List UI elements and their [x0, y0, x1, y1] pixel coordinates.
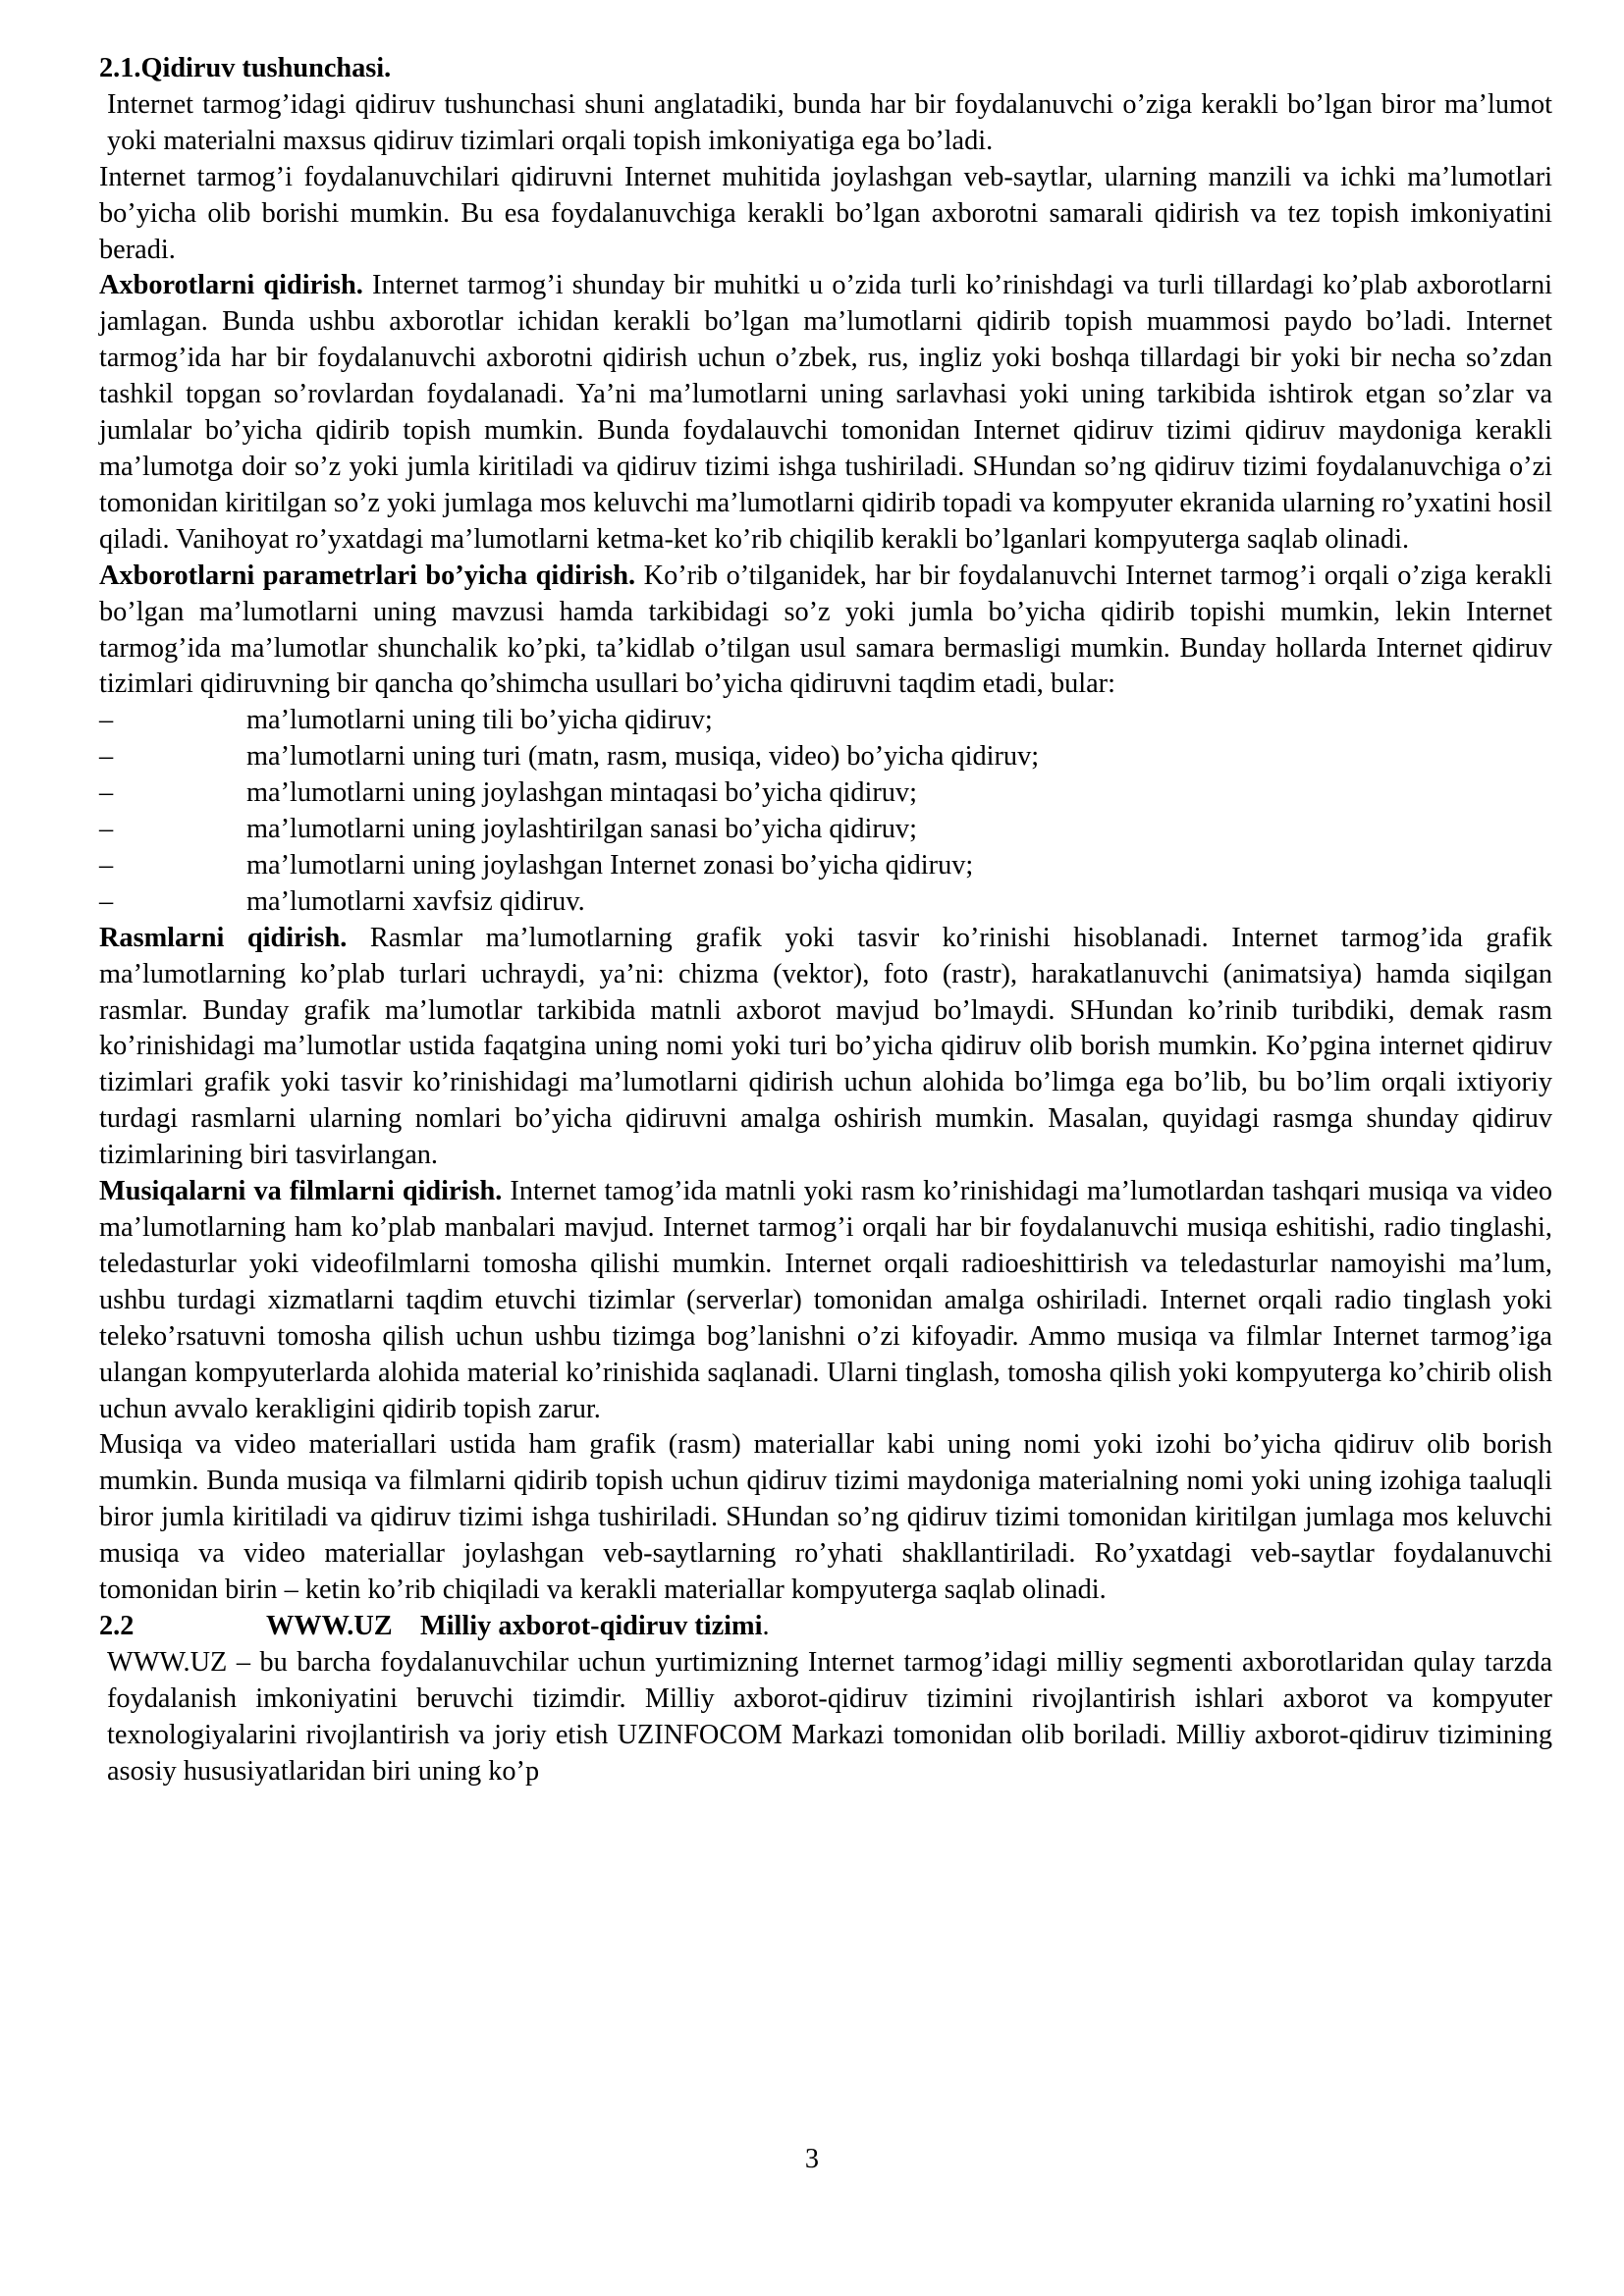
paragraph-text: Rasmlar ma’lumotlarning grafik yoki tasvir ko’rinishi hisoblanadi. Internet tarmog’ida grafik ma’lumotlarning ko’plab turlari uchraydi, ya’ni: chizma (vektor), foto (rastr), harakatlanuvchi (animatsiya) hamda siqilgan rasmlar. Bunday grafik ma’lumotlar tarkibida matnli axborot mavjud bo’lmaydi. SHundan ko’rinib turibdiki, demak rasm ko’rinishidagi ma’lumotlar ustida faqatgina uning nomi yoki turi bo’yicha qidiruv olib borish mumkin. Ko’pgina internet qidiruv tizimlari grafik yoki tasvir ko’rinishidagi ma’lumotlarni qidirish uchun alohida bo’limga ega bo’lib, bu bo’lim orqali ixtiyoriy turdagi rasmlarni ularning nomlari bo’yicha qidiruvni amalga oshirish mumkin. Masalan, quyidagi rasmga shunday qidiruv tizimlarining biri tasvirlangan.: [99, 922, 1552, 1171]
paragraph: Internet tarmog’i foydalanuvchilari qidiruvni Internet muhitida joylashgan veb-saytlar, ularning manzili va ichki ma’lumotlari bo’yicha olib borishi mumkin. Bu esa foydalanuvchiga kerakli bo’lgan axborotni samarali qidirish va tez topish imkoniyatini beradi.: [99, 161, 1552, 265]
paragraph-lead: Axborotlarni parametrlari bo’yicha qidirish.: [99, 560, 636, 591]
list-item-text: ma’lumotlarni uning turi (matn, rasm, musiqa, video) bo’yicha qidiruv;: [246, 741, 1040, 773]
section-title-text: WWW.UZ Milliy axborot-qidiruv tizimi: [266, 1610, 763, 1641]
section-title: 2.1.Qidiruv tushunchasi.: [99, 53, 392, 83]
dash-bullet: –: [99, 814, 114, 845]
dash-bullet: –: [99, 849, 114, 881]
list-item-text: ma’lumotlarni uning tili bo’yicha qidiruv;: [246, 705, 713, 736]
paragraph-text: Internet tarmog’i shunday bir muhitki u o’zida turli ko’rinishdagi va turli tillardagi ko’plab axborotlarni jamlagan. Bunda ushbu axborotlar ichidan kerakli bo’lgan ma’lumotlarni qidirib topish muammosi paydo bo’ladi. Internet tarmog’ida har bir foydalanuvchi axborotni qidirish uchun o’zbek, rus, ingliz yoki boshqa tillardagi bir yoki bir necha so’zdan tashkil topgan so’rovlardan foydalanadi. Ya’ni ma’lumotlarni uning sarlavhasi yoki uning tarkibida ishtirok etgan so’zlar va jumlalar bo’yicha qidirib topish mumkin. Bunda foydalauvchi tomonidan Internet qidiruv tizimi qidiruv maydoniga kerakli ma’lumotga doir so’z yoki jumla kiritiladi va qidiruv tizimi ishga tushiriladi. SHundan so’ng qidiruv tizimi foydalanuvchiga o’zi tomonidan kiritilgan so’z yoki jumlaga mos keluvchi ma’lumotlarni qidirib topadi va kompyuter ekranida ularning ro’yxatini hosil qiladi. Vanihoyat ro’yxatdagi ma’lumotlarni ketma-ket ko’rib chiqilib kerakli bo’lganlari kompyuterga saqlab olinadi.: [99, 270, 1552, 555]
list-item-text: ma’lumotlarni uning joylashtirilgan sanasi bo’yicha qidiruv;: [246, 814, 917, 845]
list-item: [99, 884, 1552, 921]
paragraph: [99, 268, 1552, 558]
section-number: 2.2: [99, 1610, 135, 1641]
paragraph: [99, 559, 1552, 704]
paragraph-lead: Musiqalarni va filmlarni qidirish.: [99, 1176, 503, 1207]
paragraph-lead: Axborotlarni qidirish.: [99, 270, 363, 301]
paragraph: [99, 1174, 1552, 1427]
paragraph-text: Internet tamog’ida matnli yoki rasm ko’rinishidagi ma’lumotlardan tashqari musiqa va video ma’lumotlarning ham ko’plab manbalari mavjud. Internet tarmog’i orqali har bir foydalanuvchi musiqa eshitishi, radio tinglashi, teledasturlar yoki videofilmlarni tomosha qilishi mumkin. Internet orqali radioeshittirish va teledasturlar namoyishi ma’lum, ushbu turdagi xizmatlarni taqdim etuvchi tizimlar (serverlar) tomonidan amalga oshiriladi. Internet orqali radio tinglash yoki teleko’rsatuvni tomosha qilish uchun ushbu tizimga bog’lanishni o’zi kifoyadir. Ammo musiqa va filmlar Internet tarmog’iga ulangan kompyuterlarda alohida material ko’rinishida saqlanadi. Ularni tinglash, tomosha qilish yoki kompyuterga ko’chirib olish uchun avvalo kerakligini qidirib topish zarur.: [99, 1176, 1552, 1424]
dash-bullet: –: [99, 777, 114, 809]
dash-list: [99, 703, 1552, 920]
section-title-end: .: [762, 1610, 770, 1641]
paragraph: Musiqa va video materiallari ustida ham grafik (rasm) materiallar kabi uning nomi yoki izohi bo’yicha qidiruv olib borish mumkin. Bunda musiqa va filmlarni qidirib topish uchun qidiruv tizimi maydoniga materialning nomi yoki uning izohiga taaluqli biror jumla kiritiladi va qidiruv tizimi ishga tushiriladi. SHundan so’ng qidiruv tizimi tomonidan kiritilgan jumlaga mos keluvchi musiqa va video materiallar joylashgan veb-saytlarning ro’yhati shakllantiriladi. Ro’yxatdagi veb-saytlar foydalanuvchi tomonidan birin – ketin ko’rib chiqiladi va kerakli materiallar kompyuterga saqlab olinadi.: [99, 1429, 1552, 1606]
paragraph: Internet tarmog’idagi qidiruv tushunchasi shuni anglatadiki, bunda har bir foydalanuvchi o’ziga kerakli bo’lgan biror ma’lumot yoki materialni maxsus qidiruv tizimlari orqali topish imkoniyatiga ega bo’ladi.: [107, 88, 1552, 156]
list-item: [99, 703, 1552, 739]
list-item: [99, 775, 1552, 812]
dash-bullet: –: [99, 885, 114, 917]
document-page: [99, 51, 1552, 1790]
list-item: [99, 739, 1552, 775]
paragraph-lead: Rasmlarni qidirish.: [99, 922, 348, 953]
paragraph: WWW.UZ – bu barcha foydalanuvchilar uchun yurtimizning Internet tarmog’idagi milliy segmenti axborotlaridan qulay tarzda foydalanish imkoniyatini beruvchi tizimdir. Milliy axborot-qidiruv tizimini rivojlantirish ishlari axborot va kompyuter texnologiyalarini rivojlantirish va joriy etish UZINFOCOM Markazi tomonidan olib boriladi. Milliy axborot-qidiruv tizimining asosiy hususiyatlaridan biri uning ko’p: [107, 1646, 1552, 1787]
dash-bullet: –: [99, 705, 114, 736]
list-item-text: ma’lumotlarni uning joylashgan mintaqasi bo’yicha qidiruv;: [246, 777, 917, 809]
paragraph: [99, 921, 1552, 1174]
list-item: [99, 848, 1552, 884]
list-item-text: ma’lumotlarni xavfsiz qidiruv.: [246, 885, 585, 917]
dash-bullet: –: [99, 741, 114, 773]
list-item-text: ma’lumotlarni uning joylashgan Internet zonasi bo’yicha qidiruv;: [246, 849, 974, 881]
section-title: [99, 1609, 1552, 1645]
page-number: 3: [804, 2144, 820, 2174]
paragraph-text: Ko’rib o’tilganidek, har bir foydalanuvchi Internet tarmog’i orqali o’ziga kerakli bo’lgan ma’lumotlarni uning mavzusi hamda tarkibidagi so’z yoki jumla bo’yicha qidirib topishi mumkin, lekin Internet tarmog’ida ma’lumotlar shunchalik ko’pki, ta’kidlab o’tilgan usul samara bermasligi mumkin. Bunday hollarda Internet qidiruv tizimlari qidiruvning bir qancha qo’shimcha usullari bo’yicha qidiruvni taqdim etadi, bular:: [99, 560, 1553, 700]
list-item: [99, 812, 1552, 848]
